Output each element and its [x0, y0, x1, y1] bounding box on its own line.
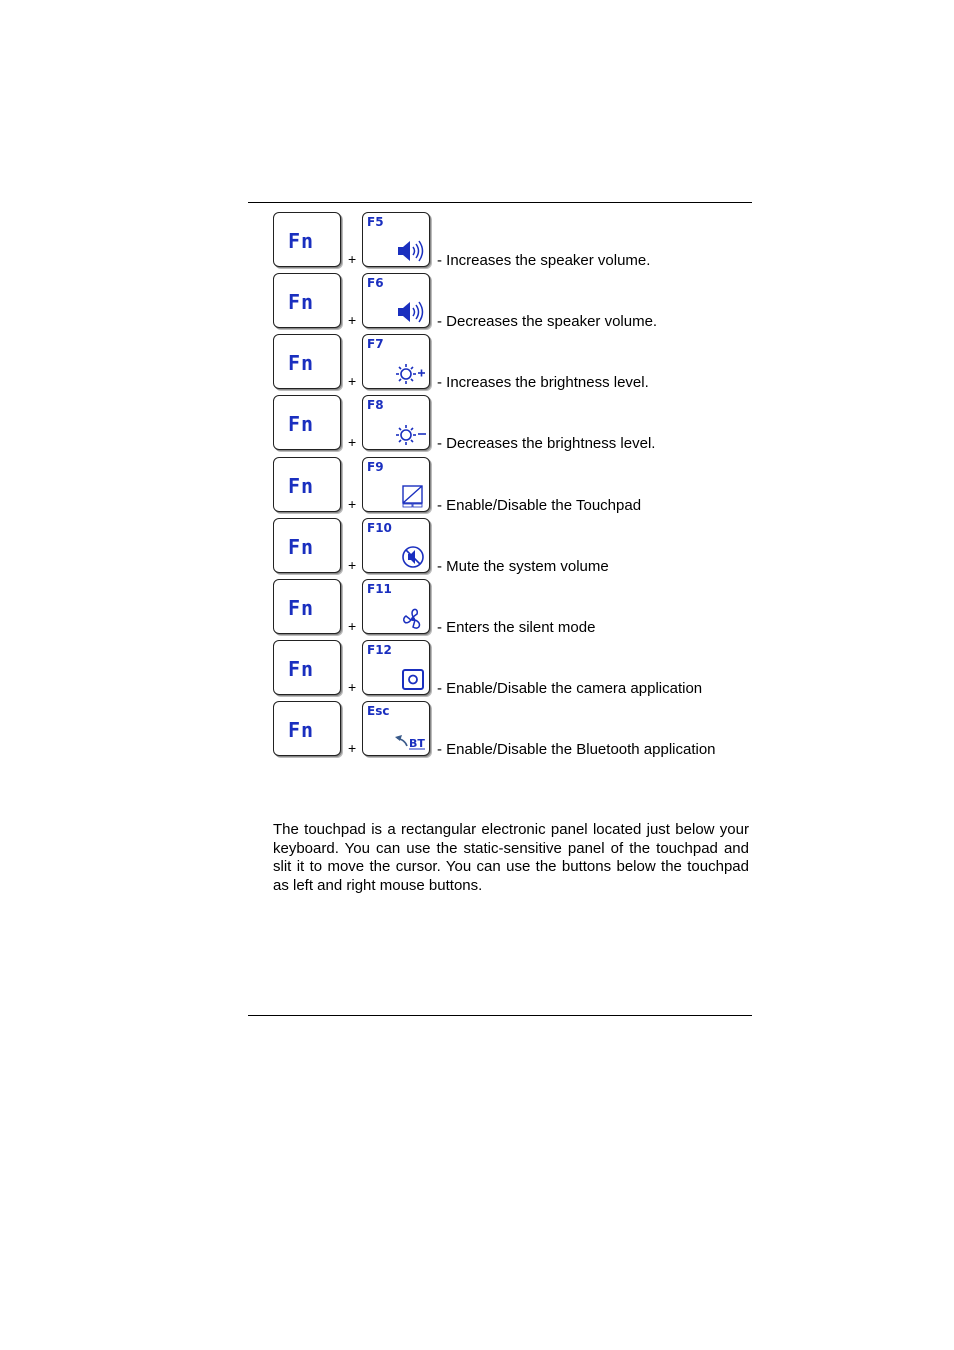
camera-icon: [393, 666, 427, 692]
fn-key-label: Fn: [288, 596, 315, 620]
touchpad-paragraph: The touchpad is a rectangular electronic panel located just below your keyboard. You can use the static-sensitive panel of the touchpad and slit it to move the cursor. You can use the buttons below the touchpad as left and right mouse buttons.: [273, 821, 749, 895]
fn-key-label: Fn: [288, 229, 315, 253]
hotkey-description: - Decreases the speaker volume.: [437, 313, 658, 330]
plus-sign: +: [348, 373, 357, 389]
plus-sign: +: [348, 434, 357, 450]
hotkey-description: - Increases the speaker volume.: [437, 252, 651, 269]
fn-key: [273, 640, 341, 695]
hotkey-description: - Enters the silent mode: [437, 619, 596, 636]
bluetooth-icon: [393, 727, 427, 753]
f12-key: [362, 640, 430, 695]
hotkey-row-f7: [272, 334, 752, 392]
f11-key-label: F11: [367, 582, 392, 596]
f5-key-label: F5: [367, 215, 384, 229]
hotkey-description: - Increases the brightness level.: [437, 374, 649, 391]
brightness-down-icon: [393, 421, 427, 447]
esc-key: [362, 701, 430, 756]
fn-key-label: Fn: [288, 535, 315, 559]
fn-key: [273, 334, 341, 389]
fn-key-label: Fn: [288, 718, 315, 742]
hotkey-row-f10: [272, 518, 752, 576]
mute-icon: [393, 544, 427, 570]
f9-key: [362, 457, 430, 512]
fn-key-label: Fn: [288, 474, 315, 498]
speaker-down-icon: [393, 299, 427, 325]
fn-key-label: Fn: [288, 412, 315, 436]
hotkey-row-f5: [272, 212, 752, 270]
f7-key: [362, 334, 430, 389]
fn-key: [273, 518, 341, 573]
fn-key: [273, 579, 341, 634]
hotkey-description: - Enable/Disable the camera application: [437, 680, 703, 697]
f5-key: [362, 212, 430, 267]
top-rule: [248, 202, 752, 203]
fn-key-label: Fn: [288, 351, 315, 375]
hotkey-description: - Decreases the brightness level.: [437, 435, 656, 452]
plus-sign: +: [348, 679, 357, 695]
f6-key: [362, 273, 430, 328]
fn-key: [273, 701, 341, 756]
fn-key-label: Fn: [288, 657, 315, 681]
hotkey-description: - Enable/Disable the Bluetooth application: [437, 741, 716, 758]
brightness-up-icon: [393, 360, 427, 386]
esc-key-label: Esc: [367, 704, 390, 718]
bluetooth-label: BT: [409, 737, 425, 750]
plus-sign: +: [348, 557, 357, 573]
bottom-rule: [248, 1015, 752, 1016]
fan-icon: [393, 605, 427, 631]
plus-sign: +: [348, 251, 357, 267]
fn-key: [273, 457, 341, 512]
fn-key: [273, 273, 341, 328]
fn-key-label: Fn: [288, 290, 315, 314]
hotkey-row-f12: [272, 640, 752, 698]
fn-key: [273, 212, 341, 267]
hotkey-row-f6: [272, 273, 752, 331]
plus-sign: +: [348, 312, 357, 328]
f10-key-label: F10: [367, 521, 392, 535]
f7-key-label: F7: [367, 337, 384, 351]
f12-key-label: F12: [367, 643, 392, 657]
f8-key-label: F8: [367, 398, 384, 412]
hotkey-description: - Mute the system volume: [437, 558, 609, 575]
hotkey-row-f9: [272, 457, 752, 515]
touchpad-icon: [393, 483, 427, 509]
speaker-up-icon: [393, 238, 427, 264]
f9-key-label: F9: [367, 460, 384, 474]
hotkey-row-f11: [272, 579, 752, 637]
plus-sign: +: [348, 740, 357, 756]
f8-key: [362, 395, 430, 450]
f11-key: [362, 579, 430, 634]
f10-key: [362, 518, 430, 573]
fn-key: [273, 395, 341, 450]
plus-sign: +: [348, 618, 357, 634]
hotkey-row-f8: [272, 395, 752, 453]
hotkey-description: - Enable/Disable the Touchpad: [437, 497, 642, 514]
f6-key-label: F6: [367, 276, 384, 290]
hotkey-row-esc: [272, 701, 752, 759]
plus-sign: +: [348, 496, 357, 512]
